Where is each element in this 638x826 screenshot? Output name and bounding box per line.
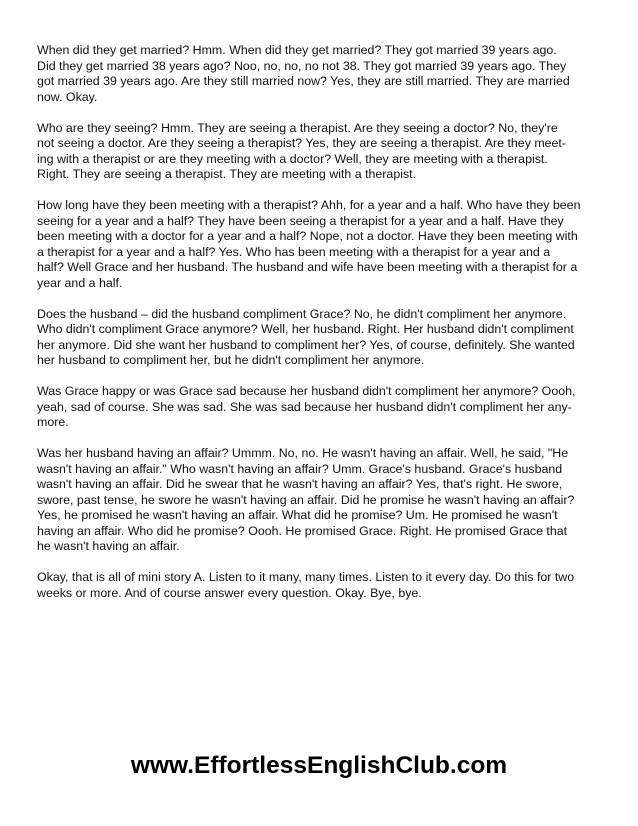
text-line: Yes, he promised he wasn't having an affair. What did he promise? Um. He promised he wasn't bbox=[37, 508, 558, 522]
text-line: Does the husband – did the husband compliment Grace? No, he didn't compliment her anymore. bbox=[37, 306, 567, 321]
text-line: got married 39 years ago. Are they still married now? Yes, they are still married. They are married bbox=[37, 74, 570, 88]
text-line: Was Grace happy or was Grace sad because her husband didn't compliment her anymore? Oooh, bbox=[37, 384, 576, 398]
paragraph-married bbox=[37, 43, 603, 105]
text-line: Who are they seeing? Hmm. They are seeing a therapist. Are they seeing a doctor? No, they're bbox=[37, 120, 558, 135]
footer-website: www.EffortlessEnglishClub.com bbox=[130, 752, 508, 779]
paragraph-compliment bbox=[37, 307, 603, 369]
text-line: wasn't having an affair. Did he swear that he wasn't having an affair? Yes, that's right. He swore, bbox=[37, 477, 563, 491]
text-line: been meeting with a doctor for a year and a half? Nope, not a doctor. Have they been meeting with bbox=[37, 229, 578, 243]
text-line: swore, past tense, he swore he wasn't having an affair. Did he promise he wasn't having an affair? bbox=[37, 492, 575, 507]
text-line: When did they get married? Hmm. When did they get married? They got married 39 years ago. bbox=[37, 43, 557, 57]
text-line: Right. They are seeing a therapist. They are meeting with a therapist. bbox=[37, 167, 417, 181]
text-line: her husband to compliment her, but he didn't compliment her anymore. bbox=[37, 353, 425, 367]
text-line: Okay, that is all of mini story A. Listen to it many, many times. Listen to it every day. Do this for two bbox=[37, 570, 575, 584]
paragraph-affair bbox=[37, 446, 603, 555]
text-line: Who didn't compliment Grace anymore? Well, her husband. Right. Her husband didn't compliment bbox=[37, 322, 574, 336]
text-line: seeing for a year and a half? They have been seeing a therapist for a year and a half. Have they bbox=[37, 213, 564, 228]
text-line: he wasn't having an affair. bbox=[37, 539, 180, 553]
paragraph-happy-sad bbox=[37, 384, 603, 431]
text-line: year and a half. bbox=[37, 275, 123, 290]
text-line: not seeing a doctor. Are they seeing a therapist? Yes, they are seeing a therapist. Are they meet- bbox=[37, 136, 567, 150]
text-line: ing with a therapist or are they meeting with a doctor? Well, they are meeting with a therapist. bbox=[37, 151, 548, 166]
story-body bbox=[37, 43, 603, 617]
text-line: Was her husband having an affair? Ummm. No, no. He wasn't having an affair. Well, he said, "He bbox=[37, 446, 569, 460]
text-line: yeah, sad of course. She was sad. She was sad because her husband didn't compliment her any- bbox=[37, 399, 572, 414]
text-line: How long have they been meeting with a therapist? Ahh, for a year and a half. Who have they been bbox=[37, 198, 581, 212]
text-line: now. Okay. bbox=[37, 89, 98, 104]
text-line: half? Well Grace and her husband. The husband and wife have been meeting with a therapist for a bbox=[37, 260, 578, 274]
paragraph-therapist bbox=[37, 121, 603, 183]
text-line: a therapist for a year and a half? Yes. Who has been meeting with a therapist for a year and a bbox=[37, 244, 551, 259]
text-line: more. bbox=[37, 415, 69, 429]
text-line: having an affair. Who did he promise? Oooh. He promised Grace. Right. He promised Grace that bbox=[37, 523, 568, 538]
text-line: her anymore. Did she want her husband to compliment her? Yes, of course, definitely. She wanted bbox=[37, 337, 575, 352]
text-line: Did they get married 38 years ago? Noo, no, no, no not 38. They got married 39 years ago. They bbox=[37, 58, 567, 73]
text-line: weeks or more. And of course answer every question. Okay. Bye, bye. bbox=[37, 585, 422, 600]
paragraph-closing bbox=[37, 570, 603, 601]
text-line: wasn't having an affair." Who wasn't having an affair? Umm. Grace's husband. Grace's husband bbox=[37, 461, 563, 476]
paragraph-how-long bbox=[37, 198, 603, 291]
